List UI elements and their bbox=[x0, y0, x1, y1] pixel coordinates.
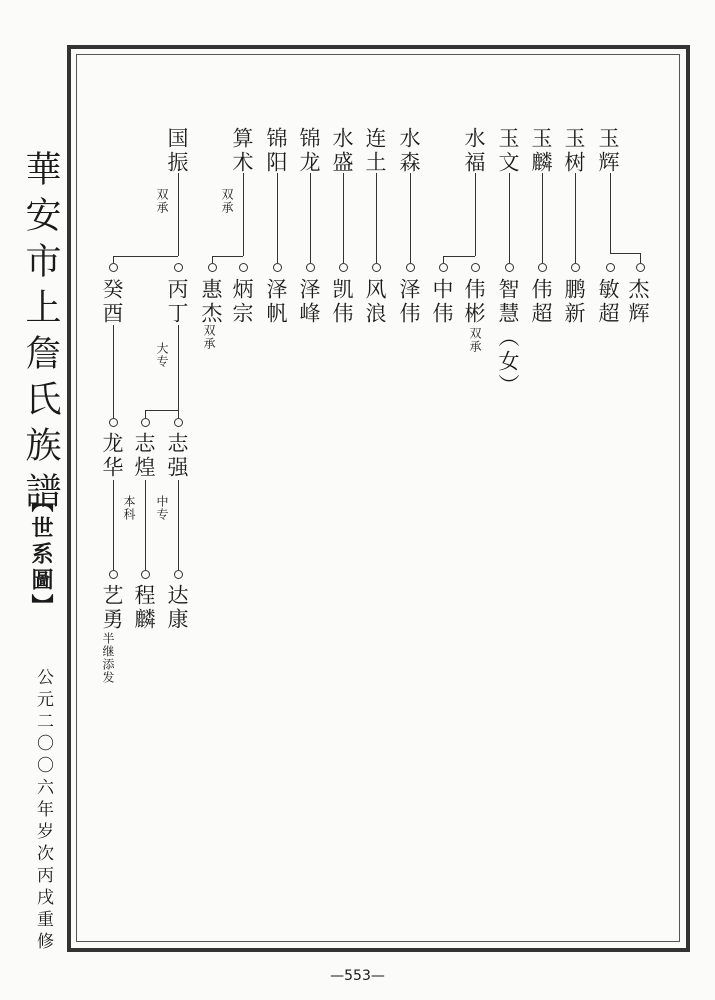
name-fenglang: 风浪 bbox=[363, 278, 387, 326]
connector bbox=[113, 256, 114, 263]
note-zhiqiang: 中专 bbox=[155, 495, 169, 521]
connector bbox=[178, 480, 179, 570]
name-huijie: 惠杰 bbox=[199, 278, 223, 326]
edition-note: 公元二〇〇六年岁次丙戌重修 bbox=[33, 668, 53, 954]
name-shuisheng: 水盛 bbox=[330, 127, 354, 175]
branch-bar bbox=[610, 253, 640, 254]
name-zhihuang: 志煌 bbox=[132, 432, 156, 480]
node-circle bbox=[273, 263, 282, 272]
node-circle bbox=[606, 263, 615, 272]
node-circle bbox=[339, 263, 348, 272]
branch-bar bbox=[145, 410, 178, 411]
connector bbox=[113, 480, 114, 570]
node-circle bbox=[208, 263, 217, 272]
name-zhongwei: 中伟 bbox=[430, 278, 454, 326]
node-circle bbox=[538, 263, 547, 272]
name-minchao: 敏超 bbox=[596, 278, 620, 326]
name-chenglin: 程麟 bbox=[132, 584, 156, 632]
connector bbox=[443, 256, 444, 263]
book-title: 華安市上詹氏族譜 bbox=[20, 150, 61, 518]
node-circle bbox=[372, 263, 381, 272]
node-circle bbox=[505, 263, 514, 272]
name-kaiwei: 凯伟 bbox=[330, 278, 354, 326]
name-jinlong: 锦龙 bbox=[297, 127, 321, 175]
node-circle bbox=[471, 263, 480, 272]
name-jinyang: 锦阳 bbox=[264, 127, 288, 175]
node-circle bbox=[406, 263, 415, 272]
note-bingding: 大专 bbox=[155, 342, 169, 368]
name-shuifu: 水福 bbox=[462, 127, 486, 175]
node-circle bbox=[306, 263, 315, 272]
connector bbox=[178, 410, 179, 418]
connector bbox=[178, 325, 179, 410]
node-circle bbox=[239, 263, 248, 272]
node-circle bbox=[109, 418, 118, 427]
name-zewei: 泽伟 bbox=[397, 278, 421, 326]
name-zhihui: 智慧（女） bbox=[496, 278, 520, 398]
connector bbox=[343, 173, 344, 263]
name-guiyou: 癸酉 bbox=[100, 278, 124, 326]
connector bbox=[509, 173, 510, 263]
name-yiyong: 艺勇 bbox=[100, 584, 124, 632]
connector bbox=[243, 173, 244, 256]
connector bbox=[277, 173, 278, 263]
node-circle bbox=[636, 263, 645, 272]
node-circle bbox=[174, 570, 183, 579]
connector bbox=[376, 173, 377, 263]
name-yuhui: 玉辉 bbox=[596, 127, 620, 175]
note-suanshu: 双承 bbox=[220, 188, 234, 214]
node-circle bbox=[174, 263, 183, 272]
name-longhua: 龙华 bbox=[100, 432, 124, 480]
name-dakang: 达康 bbox=[165, 584, 189, 632]
name-zefeng: 泽峰 bbox=[297, 278, 321, 326]
node-circle bbox=[141, 570, 150, 579]
connector bbox=[640, 253, 641, 263]
connector bbox=[310, 173, 311, 263]
note-yiyong: 半继添发 bbox=[101, 632, 115, 684]
name-shuisen: 水森 bbox=[397, 127, 421, 175]
node-circle bbox=[439, 263, 448, 272]
connector bbox=[410, 173, 411, 263]
node-circle bbox=[571, 263, 580, 272]
connector bbox=[178, 173, 179, 256]
name-guozhen: 国振 bbox=[165, 127, 189, 175]
page-number: —553— bbox=[330, 968, 385, 984]
node-circle bbox=[141, 418, 150, 427]
node-circle bbox=[109, 570, 118, 579]
name-bingding: 丙丁 bbox=[165, 278, 189, 326]
connector bbox=[145, 410, 146, 418]
name-yulin: 玉麟 bbox=[529, 127, 553, 175]
branch-bar bbox=[212, 256, 243, 257]
name-liantu: 连土 bbox=[363, 127, 387, 175]
node-circle bbox=[109, 263, 118, 272]
connector bbox=[475, 173, 476, 256]
name-jiehui: 杰辉 bbox=[626, 278, 650, 326]
name-weichao: 伟超 bbox=[529, 278, 553, 326]
note-weibin: 双承 bbox=[468, 327, 482, 353]
connector bbox=[610, 173, 611, 253]
name-weibin: 伟彬 bbox=[462, 278, 486, 326]
name-suanshu: 算术 bbox=[230, 127, 254, 175]
name-yuwen: 玉文 bbox=[496, 127, 520, 175]
name-pengxin: 鹏新 bbox=[562, 278, 586, 326]
connector bbox=[145, 480, 146, 570]
connector bbox=[212, 256, 213, 263]
connector bbox=[542, 173, 543, 263]
note-zhihuang: 本科 bbox=[122, 495, 136, 521]
branch-bar bbox=[443, 256, 475, 257]
node-circle bbox=[174, 418, 183, 427]
name-zefan: 泽帆 bbox=[264, 278, 288, 326]
section-label: 【世系圖】 bbox=[28, 490, 54, 620]
name-zhiqiang: 志强 bbox=[165, 432, 189, 480]
name-yushu: 玉树 bbox=[562, 127, 586, 175]
note-huijie: 双承 bbox=[202, 324, 216, 350]
branch-bar bbox=[113, 256, 178, 257]
connector bbox=[575, 173, 576, 263]
connector bbox=[113, 325, 114, 418]
name-bingzong: 炳宗 bbox=[230, 278, 254, 326]
note-guozhen: 双承 bbox=[155, 188, 169, 214]
